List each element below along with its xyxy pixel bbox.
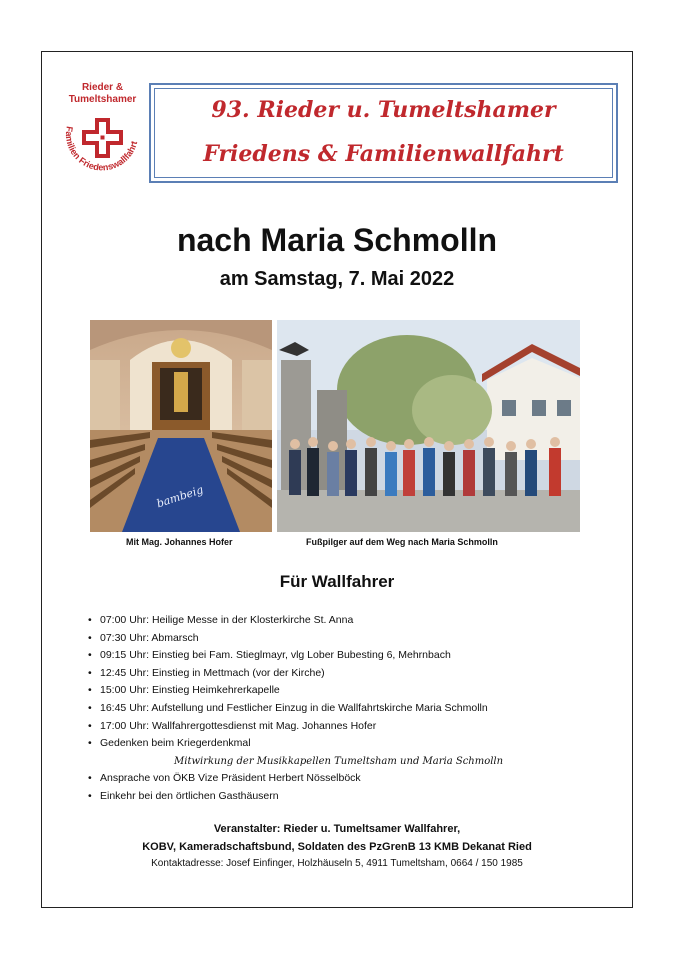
schedule-item: • 17:00 Uhr: Wallfahrergottesdienst mit Mag. Johannes Hofer — [88, 719, 377, 732]
church-interior-photo — [90, 320, 272, 532]
schedule-item: • 12:45 Uhr: Einstieg in Mettmach (vor der Kirche) — [88, 666, 325, 679]
logo-text-line1: Rieder & — [81, 82, 124, 93]
schedule-list — [88, 612, 608, 806]
cross-emblem-icon — [55, 108, 150, 198]
schedule-item: • 16:45 Uhr: Aufstellung und Festlicher Einzug in die Wallfahrtskirche Maria Schmolln — [88, 701, 488, 714]
schedule-item: • 15:00 Uhr: Einstieg Heimkehrerkapelle — [88, 684, 280, 697]
logo-text-line2: Tumeltshamer — [68, 94, 137, 105]
speech-item: • Ansprache von ÖKB Vize Präsident Herbert Nösselböck — [88, 772, 361, 785]
schedule-item: • 09:15 Uhr: Einstieg bei Fam. Stieglmayr, vlg Lober Bubesting 6, Mehrnbach — [88, 649, 451, 662]
schedule-item: • 07:00 Uhr: Heilige Messe in der Klosterkirche St. Anna — [88, 614, 354, 626]
destination-heading: nach Maria Schmolln — [176, 222, 498, 258]
left-photo-caption: Mit Mag. Johannes Hofer — [126, 537, 233, 547]
contact-address: Kontaktadresse: Josef Einfinger, Holzhäuseln 5, 4911 Tumeltsham, 0664 / 150 1985 — [151, 858, 523, 869]
right-photo-caption: Fußpilger auf dem Weg nach Maria Schmolln — [306, 537, 498, 547]
event-title-line2: Friedens & Familienwallfahrt — [203, 141, 564, 167]
schedule-item: • 07:30 Uhr: Abmarsch — [88, 631, 199, 644]
title-box — [149, 83, 618, 183]
logo-ring-text: Familien Friedenswallfahrt — [63, 125, 140, 173]
section-title: Für Wallfahrer — [279, 572, 395, 591]
memorial-item: • Gedenken beim Kriegerdenkmal — [88, 737, 251, 750]
pilgrims-photo — [277, 320, 580, 532]
carpet-text: bambeig — [155, 483, 205, 511]
music-note: Mitwirkung der Musikkapellen Tumeltsham und Maria Schmolln — [174, 755, 504, 767]
date-subheading: am Samstag, 7. Mai 2022 — [219, 268, 455, 290]
organizer-line1: Veranstalter: Rieder u. Tumeltsamer Wallfahrer, — [213, 823, 461, 835]
association-logo — [55, 82, 150, 192]
organizer-line2: KOBV, Kameradschaftsbund, Soldaten des PzGrenB 13 KMB Dekanat Ried — [142, 841, 532, 853]
event-title-line1: 93. Rieder u. Tumeltshamer — [211, 97, 556, 123]
inn-item: • Einkehr bei den örtlichen Gasthäusern — [88, 789, 279, 802]
